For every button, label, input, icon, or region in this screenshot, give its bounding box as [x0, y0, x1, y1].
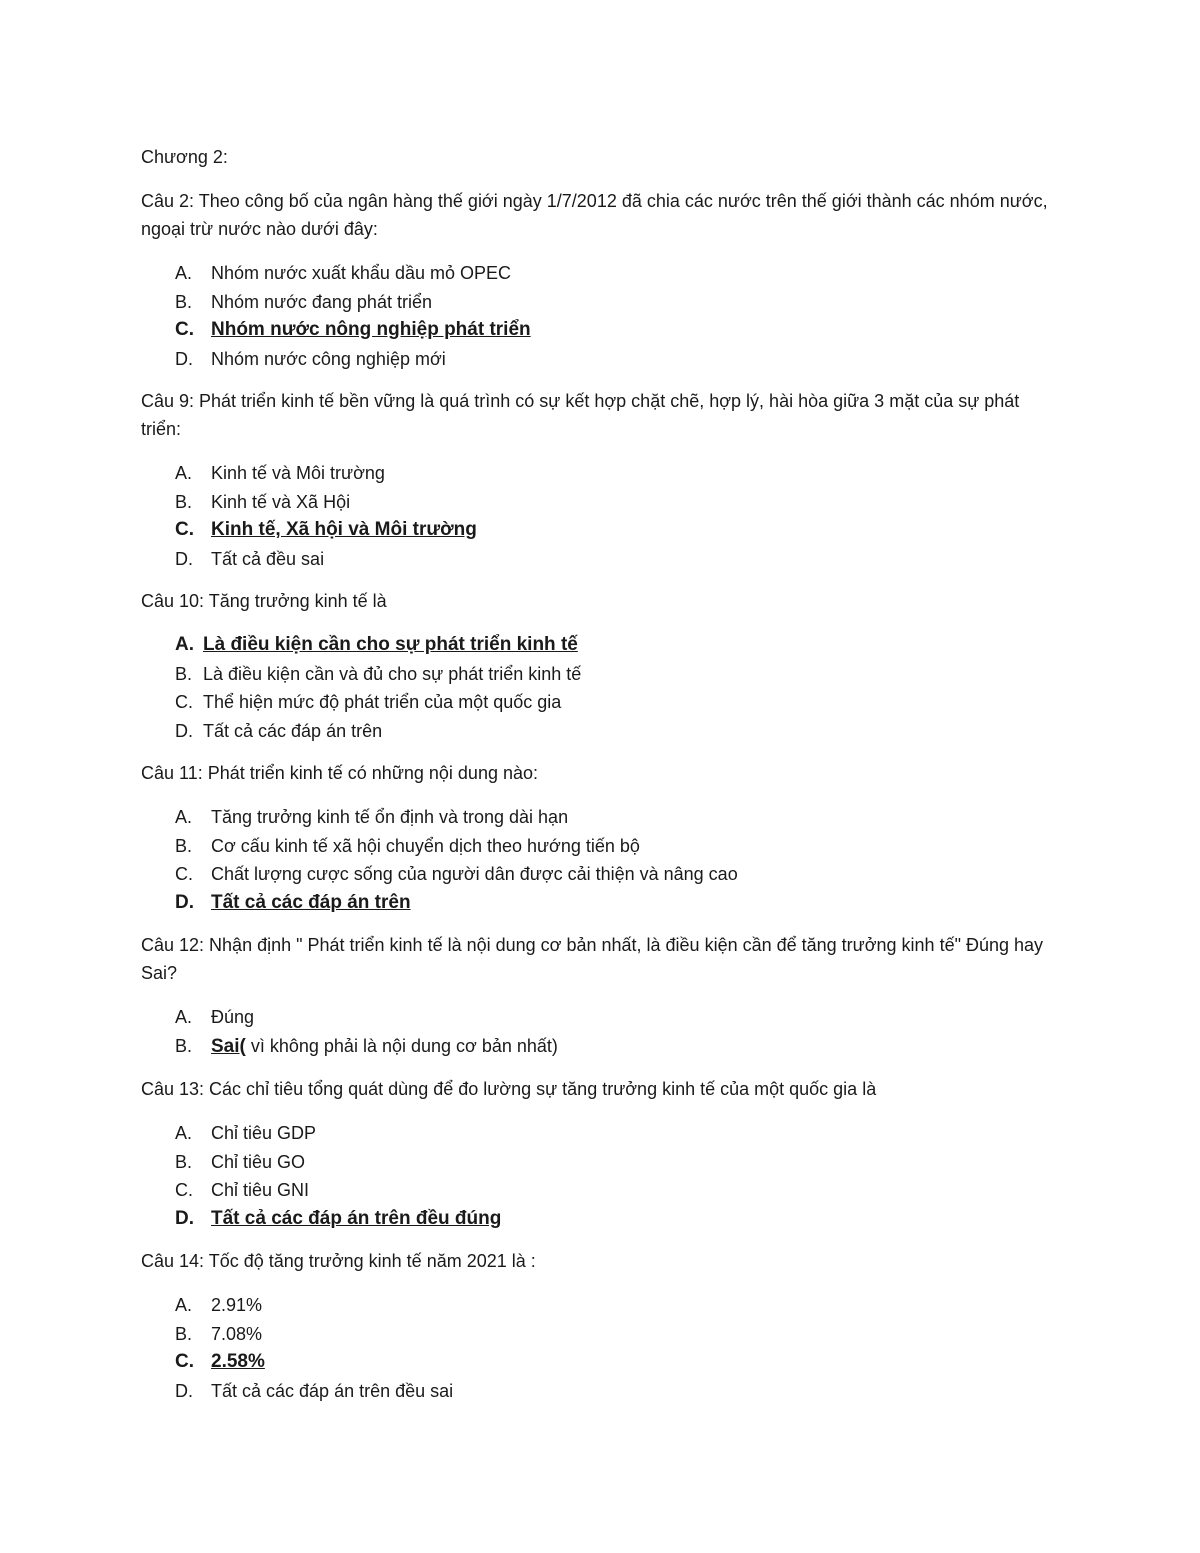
option-11b: B. Cơ cấu kinh tế xã hội chuyển dịch theo hướng tiến bộ [175, 835, 640, 856]
option-10d: D. Tất cả các đáp án trên [175, 720, 383, 741]
option-2b: B. Nhóm nước đang phát triển [175, 291, 432, 312]
options-question-14 [141, 1291, 1061, 1405]
option-12a: A. Đúng [175, 1007, 255, 1027]
option-10c: C. Thể hiện mức độ phát triển của một quốc gia [175, 692, 562, 712]
option-11d-correct: D. Tất cả các đáp án trên [175, 891, 411, 913]
question-13: Câu 13: Các chỉ tiêu tổng quát dùng để đo lường sự tăng trưởng kinh tế của một quốc gia là [141, 1079, 877, 1099]
option-12b-explanation: vì không phải là nội dung cơ bản nhất) [245, 1035, 558, 1056]
question-14: Câu 14: Tốc độ tăng trưởng kinh tế năm 2021 là : [141, 1251, 536, 1271]
option-13b: B. Chỉ tiêu GO [175, 1151, 306, 1172]
question-2: Câu 2: Theo công bố của ngân hàng thế giới ngày 1/7/2012 đã chia các nước trên thế giới thành các nhóm nước, ngoại trừ nước nào dưới đây: [141, 191, 1048, 239]
option-10a-correct: A. Là điều kiện cần cho sự phát triển kinh tế [175, 634, 578, 655]
question-11: Câu 11: Phát triển kinh tế có những nội dung nào: [141, 763, 538, 783]
option-13d-correct: D. Tất cả các đáp án trên đều đúng [175, 1207, 502, 1229]
option-14a: A. 2.91% [175, 1295, 263, 1315]
option-13a: A. Chỉ tiêu GDP [175, 1123, 317, 1143]
option-12b: B. Sai( vì không phải là nội dung cơ bản nhất) [175, 1035, 558, 1057]
options-question-12 [141, 1003, 1061, 1061]
options-question-2 [141, 259, 1061, 373]
question-10: Câu 10: Tăng trưởng kinh tế là [141, 591, 387, 611]
options-question-9 [141, 459, 1061, 573]
chapter-heading: Chương 2: [141, 147, 228, 167]
option-2c-correct: C. Nhóm nước nông nghiệp phát triển [175, 319, 531, 340]
option-14d: D. Tất cả các đáp án trên đều sai [175, 1380, 454, 1401]
option-14c-correct: C. 2.58% [175, 1351, 265, 1372]
question-12: Câu 12: Nhận định " Phát triển kinh tế là nội dung cơ bản nhất, là điều kiện cần để tăng trưởng kinh tế" Đúng hay Sai? [141, 935, 1044, 983]
option-11a: A. Tăng trưởng kinh tế ổn định và trong dài hạn [175, 807, 569, 827]
option-2a: A. Nhóm nước xuất khẩu dầu mỏ OPEC [175, 263, 511, 283]
option-11c: C. Chất lượng cược sống của người dân được cải thiện và nâng cao [175, 864, 738, 884]
option-9c-correct: C. Kinh tế, Xã hội và Môi trường [175, 519, 477, 540]
option-10b: B. Là điều kiện cần và đủ cho sự phát triển kinh tế [175, 663, 582, 684]
option-14b: B. 7.08% [175, 1323, 263, 1344]
option-2d: D. Nhóm nước công nghiệp mới [175, 348, 446, 369]
option-9d: D. Tất cả đều sai [175, 548, 325, 569]
options-question-11 [141, 803, 1061, 917]
options-question-13 [141, 1119, 1061, 1233]
option-12b-correct-word: Sai( [211, 1035, 246, 1057]
option-9b: B. Kinh tế và Xã Hội [175, 491, 351, 512]
option-13c: C. Chỉ tiêu GNI [175, 1180, 310, 1200]
question-9: Câu 9: Phát triển kinh tế bền vững là quá trình có sự kết hợp chặt chẽ, hợp lý, hài hòa giữa 3 mặt của sự phát triển: [141, 391, 1020, 439]
option-9a: A. Kinh tế và Môi trường [175, 463, 385, 483]
options-question-10 [141, 631, 1061, 745]
document-page [141, 143, 1061, 1419]
